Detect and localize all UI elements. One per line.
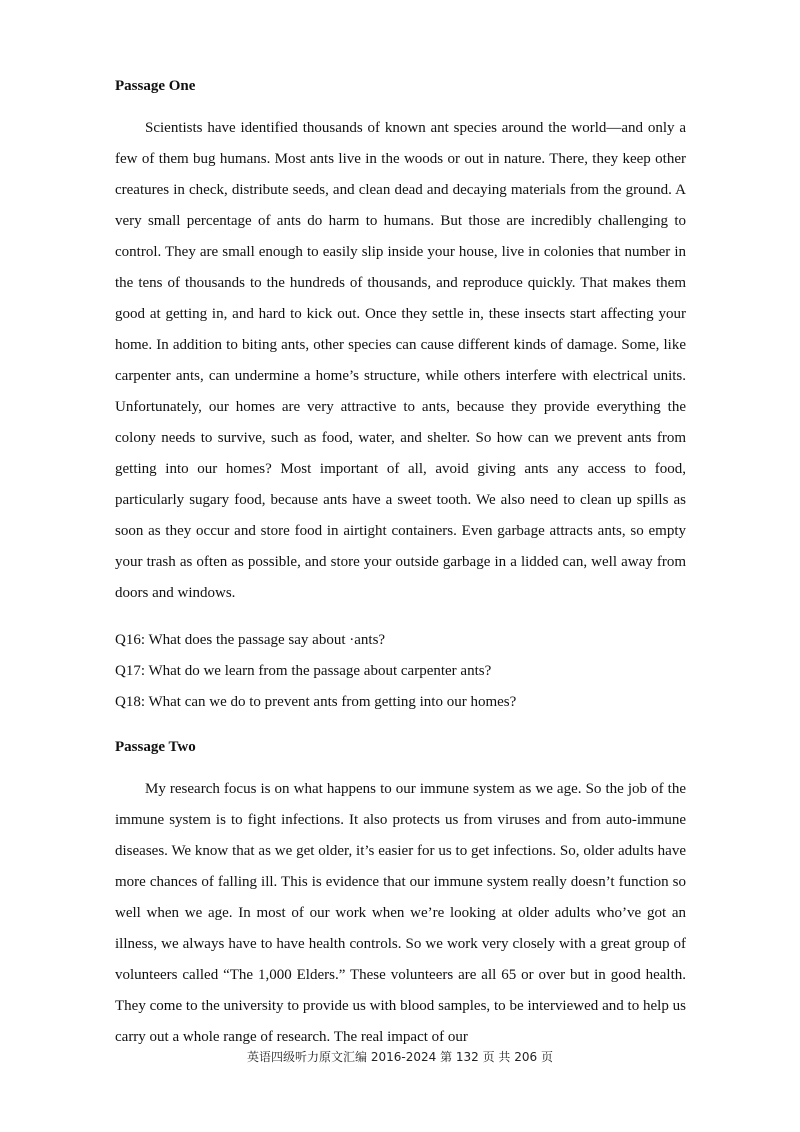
question-list xyxy=(115,625,686,718)
passage-two-heading: Passage Two xyxy=(115,739,196,755)
document-page xyxy=(115,70,686,1053)
passage-one-heading: Passage One xyxy=(115,78,196,94)
question-17: Q17: What do we learn from the passage about carpenter ants? xyxy=(115,663,492,679)
page-footer: 英语四级听力原文汇编 2016-2024 第 132 页 共 206 页 xyxy=(247,1050,553,1064)
question-18: Q18: What can we do to prevent ants from getting into our homes? xyxy=(115,694,517,710)
question-16: Q16: What does the passage say about ·ants? xyxy=(115,632,386,648)
passage-two-body: My research focus is on what happens to our immune system as we age. So the job of the immune system is to fight infections. It also protects us from viruses and from auto-immune diseases. We know that as we get older, it’s easier for us to get infections. So, older adults have more chances of falling ill. This is evidence that our immune system really doesn’t function so well when we age. In most of our work when we’re looking at older adults who’ve got an illness, we always have to have health controls. So we work very closely with a great group of volunteers called “The 1,000 Elders.” These volunteers are all 65 or over but in good health. They come to the university to provide us with blood samples, to be interviewed and to help us carry out a whole range of research. The real impact of our xyxy=(115,781,686,1045)
passage-one-body: Scientists have identified thousands of known ant species around the world—and only a few of them bug humans. Most ants live in the woods or out in nature. There, they keep other creatures in check, distribute seeds, and clean dead and decaying materials from the ground. A very small percentage of ants do harm to humans. But those are incredibly challenging to control. They are small enough to easily slip inside your house, live in colonies that number in the tens of thousands to the hundreds of thousands, and reproduce quickly. That makes them good at getting in, and hard to kick out. Once they settle in, these insects start affecting your home. In addition to biting ants, other species can cause different kinds of damage. Some, like carpenter ants, can undermine a home’s structure, while others interfere with electrical units. Unfortunately, our homes are very attractive to ants, because they provide everything the colony needs to survive, such as food, water, and shelter. So how can we prevent ants from getting into our homes? Most important of all, avoid giving ants any access to food, particularly sugary food, because ants have a sweet tooth. We also need to clean up spills as soon as they occur and store food in airtight containers. Even garbage attracts ants, so empty your trash as often as possible, and store your outside garbage in a lidded can, well away from doors and windows. xyxy=(115,120,686,601)
